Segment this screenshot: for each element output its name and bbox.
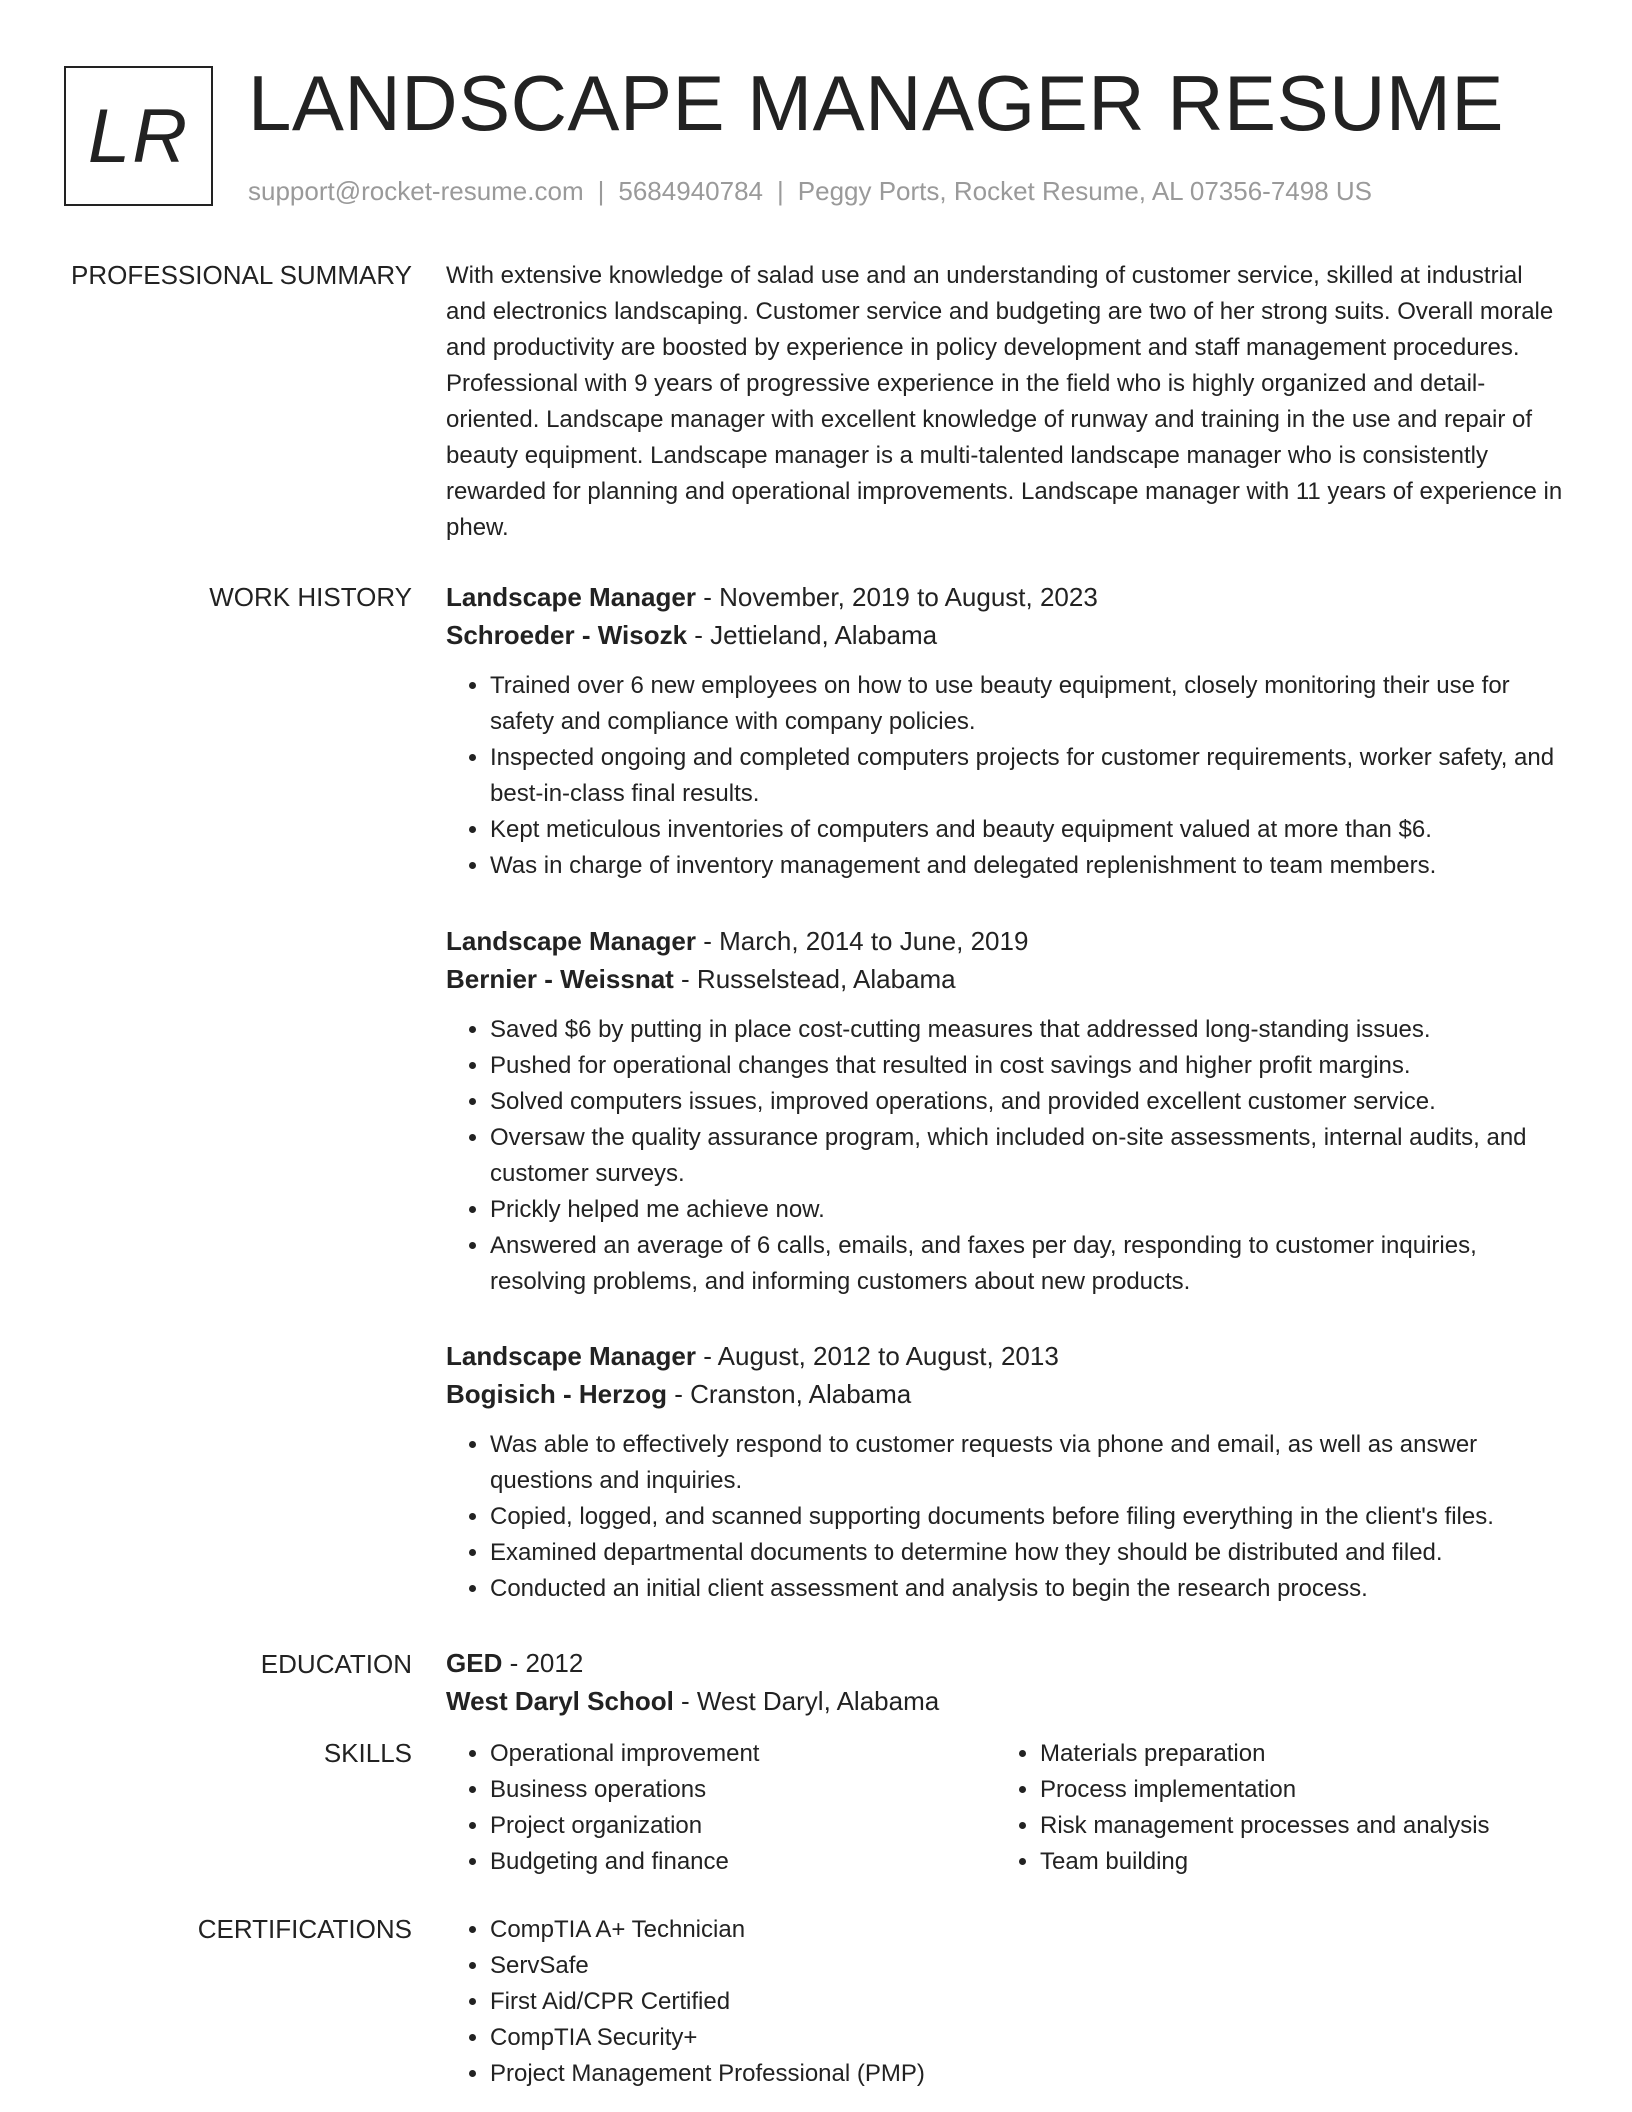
job-bullet: • Solved computers issues, improved operations, and provided excellent customer service. (490, 1084, 1568, 1120)
job-company-line (446, 616, 1568, 654)
job-company-line (446, 960, 1568, 998)
section-label-certifications: CERTIFICATIONS (197, 1914, 412, 1944)
skill-item: • Process implementation (1040, 1772, 1546, 1808)
contact-email[interactable]: support@rocket-resume.com (248, 176, 584, 206)
job-entry (446, 1337, 1568, 1607)
education-degree: GED (446, 1648, 503, 1678)
job-bullets (446, 668, 1568, 884)
job-title: Landscape Manager (446, 582, 696, 612)
education-degree-line (446, 1644, 1568, 1682)
job-location: - Jettieland, Alabama (687, 620, 938, 650)
skill-item: • Business operations (490, 1772, 996, 1808)
contact-line (248, 174, 1372, 208)
section-label-skills: SKILLS (323, 1738, 412, 1768)
skills-grid (446, 1736, 1568, 1880)
job-bullet: • Pushed for operational changes that resulted in cost savings and higher profit margins. (490, 1048, 1568, 1084)
job-entry (446, 578, 1568, 884)
contact-address: Peggy Ports, Rocket Resume, AL 07356-7498 US (797, 176, 1373, 206)
skills-column-right (996, 1736, 1546, 1880)
job-bullet: • Was in charge of inventory management and delegated replenishment to team members. (490, 848, 1568, 884)
certifications-list (446, 1912, 1568, 2092)
job-title-line (446, 922, 1568, 960)
section-label-education: EDUCATION (260, 1649, 412, 1679)
job-dates: - November, 2019 to August, 2023 (695, 582, 1098, 612)
summary-section (446, 258, 1568, 546)
job-company: Bogisich - Herzog (446, 1379, 668, 1409)
certification-item: • First Aid/CPR Certified (490, 1984, 1568, 2020)
section-label-summary: PROFESSIONAL SUMMARY (71, 260, 412, 290)
skills-section (446, 1736, 1568, 1880)
certifications-section (446, 1912, 1568, 2092)
job-company-line (446, 1375, 1568, 1413)
job-title-line (446, 1337, 1568, 1375)
job-company: Bernier - Weissnat (446, 964, 674, 994)
job-bullets (446, 1427, 1568, 1607)
contact-separator: | (777, 176, 784, 206)
job-bullet: • Inspected ongoing and completed computers projects for customer requirements, worker safety, and best-in-class final results. (490, 740, 1568, 812)
section-label-work-history: WORK HISTORY (209, 582, 412, 612)
job-bullet: • Oversaw the quality assurance program, which included on-site assessments, internal audits, and customer surveys. (490, 1120, 1568, 1192)
job-bullet: • Prickly helped me achieve now. (490, 1192, 1568, 1228)
certification-item: • CompTIA A+ Technician (490, 1912, 1568, 1948)
job-bullet: • Answered an average of 6 calls, emails, and faxes per day, responding to customer inquiries, resolving problems, and informing customers about new products. (490, 1228, 1568, 1300)
job-title-line (446, 578, 1568, 616)
certification-item: • ServSafe (490, 1948, 1568, 1984)
contact-phone[interactable]: 5684940784 (618, 176, 763, 206)
job-entry (446, 922, 1568, 1300)
resume-title: LANDSCAPE MANAGER RESUME (248, 59, 1504, 147)
job-company: Schroeder - Wisozk (446, 620, 688, 650)
skills-column-left (446, 1736, 996, 1880)
education-year: - 2012 (502, 1648, 584, 1678)
skill-item: • Risk management processes and analysis (1040, 1808, 1546, 1844)
job-location: - Cranston, Alabama (667, 1379, 912, 1409)
job-bullet: • Copied, logged, and scanned supporting documents before filing everything in the client's files. (490, 1499, 1568, 1535)
skill-item: • Operational improvement (490, 1736, 996, 1772)
education-school-line (446, 1682, 1568, 1720)
job-bullets (446, 1012, 1568, 1300)
job-location: - Russelstead, Alabama (673, 964, 956, 994)
skill-item: • Materials preparation (1040, 1736, 1546, 1772)
job-bullet: • Was able to effectively respond to customer requests via phone and email, as well as answer questions and inquiries. (490, 1427, 1568, 1499)
education-location: - West Daryl, Alabama (673, 1686, 940, 1716)
job-bullet: • Kept meticulous inventories of computers and beauty equipment valued at more than $6. (490, 812, 1568, 848)
job-title: Landscape Manager (446, 1341, 696, 1371)
skill-item: • Budgeting and finance (490, 1844, 996, 1880)
job-dates: - March, 2014 to June, 2019 (695, 926, 1029, 956)
job-bullet: • Saved $6 by putting in place cost-cutting measures that addressed long-standing issues. (490, 1012, 1568, 1048)
job-bullet: • Trained over 6 new employees on how to use beauty equipment, closely monitoring their use for safety and compliance with company policies. (490, 668, 1568, 740)
certification-item: • CompTIA Security+ (490, 2020, 1568, 2056)
monogram-logo: LR (64, 66, 213, 206)
job-title: Landscape Manager (446, 926, 696, 956)
contact-separator: | (597, 176, 605, 206)
education-school: West Daryl School (446, 1686, 674, 1716)
certification-item: • Project Management Professional (PMP) (490, 2056, 1568, 2092)
skill-item: • Project organization (490, 1808, 996, 1844)
job-dates: - August, 2012 to August, 2013 (695, 1341, 1059, 1371)
skill-item: • Team building (1040, 1844, 1546, 1880)
education-entry (446, 1644, 1568, 1720)
summary-text: With extensive knowledge of salad use and an understanding of customer service, skilled at industrial and electronics landscaping. Customer service and budgeting are two of her strong suits. Overall morale and productivity are boosted by experience in policy development and staff management procedures. Professional with 9 years of progressive experience in the field who is highly organized and detail-oriented. Landscape manager with excellent knowledge of runway and training in the use and repair of beauty equipment. Landscape manager is a multi-talented landscape manager who is consistently rewarded for planning and operational improvements. Landscape manager with 11 years of experience in phew. (446, 262, 1563, 541)
job-bullet: • Conducted an initial client assessment and analysis to begin the research process. (490, 1571, 1568, 1607)
job-bullet: • Examined departmental documents to determine how they should be distributed and filed. (490, 1535, 1568, 1571)
